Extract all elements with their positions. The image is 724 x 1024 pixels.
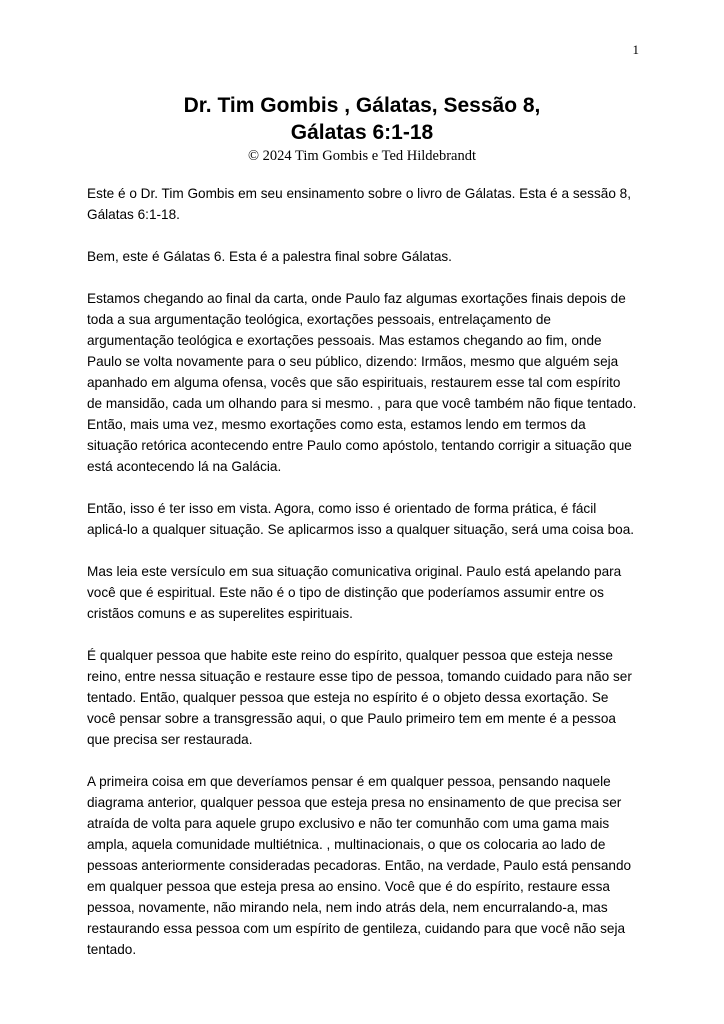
- document-title: [0, 92, 724, 146]
- paragraph: Estamos chegando ao final da carta, onde Paulo faz algumas exortações finais depois de toda a sua argumentação teológica, exortações pessoais, entrelaçamento de argumentação teológica e exortações pessoais. Mas estamos chegando ao fim, onde Paulo se volta novamente para o seu público, dizendo: Irmãos, mesmo que alguém seja apanhado em alguma ofensa, vocês que são espirituais, restaurem esse tal com espírito de mansidão, cada um olhando para si mesmo. , para que você também não fique tentado. Então, mais uma vez, mesmo exortações como esta, estamos lendo em termos da situação retórica acontecendo entre Paulo como apóstolo, tentando corrigir a situação que está acontecendo lá na Galácia.: [87, 291, 637, 474]
- document-body: [87, 183, 639, 981]
- page-number: 1: [632, 42, 639, 57]
- paragraph: Bem, este é Gálatas 6. Esta é a palestra final sobre Gálatas.: [87, 249, 452, 264]
- paragraph: A primeira coisa em que deveríamos pensar é em qualquer pessoa, pensando naquele diagrama anterior, qualquer pessoa que esteja presa no ensinamento de que precisa ser atraída de volta para aquele grupo exclusivo e não ter comunhão com uma gama mais ampla, aquela comunidade multiétnica. , multinacionais, o que os colocaria ao lado de pessoas anteriormente consideradas pecadoras. Então, na verdade, Paulo está pensando em qualquer pessoa que esteja presa ao ensino. Você que é do espírito, restaure essa pessoa, novamente, não mirando nela, nem indo atrás dela, nem encurralando-a, mas restaurando essa pessoa com um espírito de gentileza, cuidando para que você não seja tentado.: [87, 774, 632, 957]
- copyright-notice: © 2024 Tim Gombis e Ted Hildebrandt: [247, 148, 477, 164]
- paragraph: Mas leia este versículo em sua situação comunicativa original. Paulo está apelando para você que é espiritual. Este não é o tipo de distinção que poderíamos assumir entre os cristãos comuns e as superelites espirituais.: [87, 564, 622, 621]
- paragraph: Este é o Dr. Tim Gombis em seu ensinamento sobre o livro de Gálatas. Esta é a sessão 8, Gálatas 6:1-18.: [87, 186, 632, 222]
- paragraph: Então, isso é ter isso em vista. Agora, como isso é orientado de forma prática, é fácil aplicá-lo a qualquer situação. Se aplicarmos isso a qualquer situação, será uma coisa boa.: [87, 501, 635, 537]
- paragraph: É qualquer pessoa que habite este reino do espírito, qualquer pessoa que esteja nesse reino, entre nessa situação e restaure esse tipo de pessoa, tomando cuidado para não ser tentado. Então, qualquer pessoa que esteja no espírito é o objeto dessa exortação. Se você pensar sobre a transgressão aqui, o que Paulo primeiro tem em mente é a pessoa que precisa ser restaurada.: [87, 648, 632, 747]
- document-header: [0, 92, 724, 165]
- title-line-1: Dr. Tim Gombis , Gálatas, Sessão 8,: [183, 94, 541, 117]
- title-line-2: Gálatas 6:1-18: [290, 121, 434, 144]
